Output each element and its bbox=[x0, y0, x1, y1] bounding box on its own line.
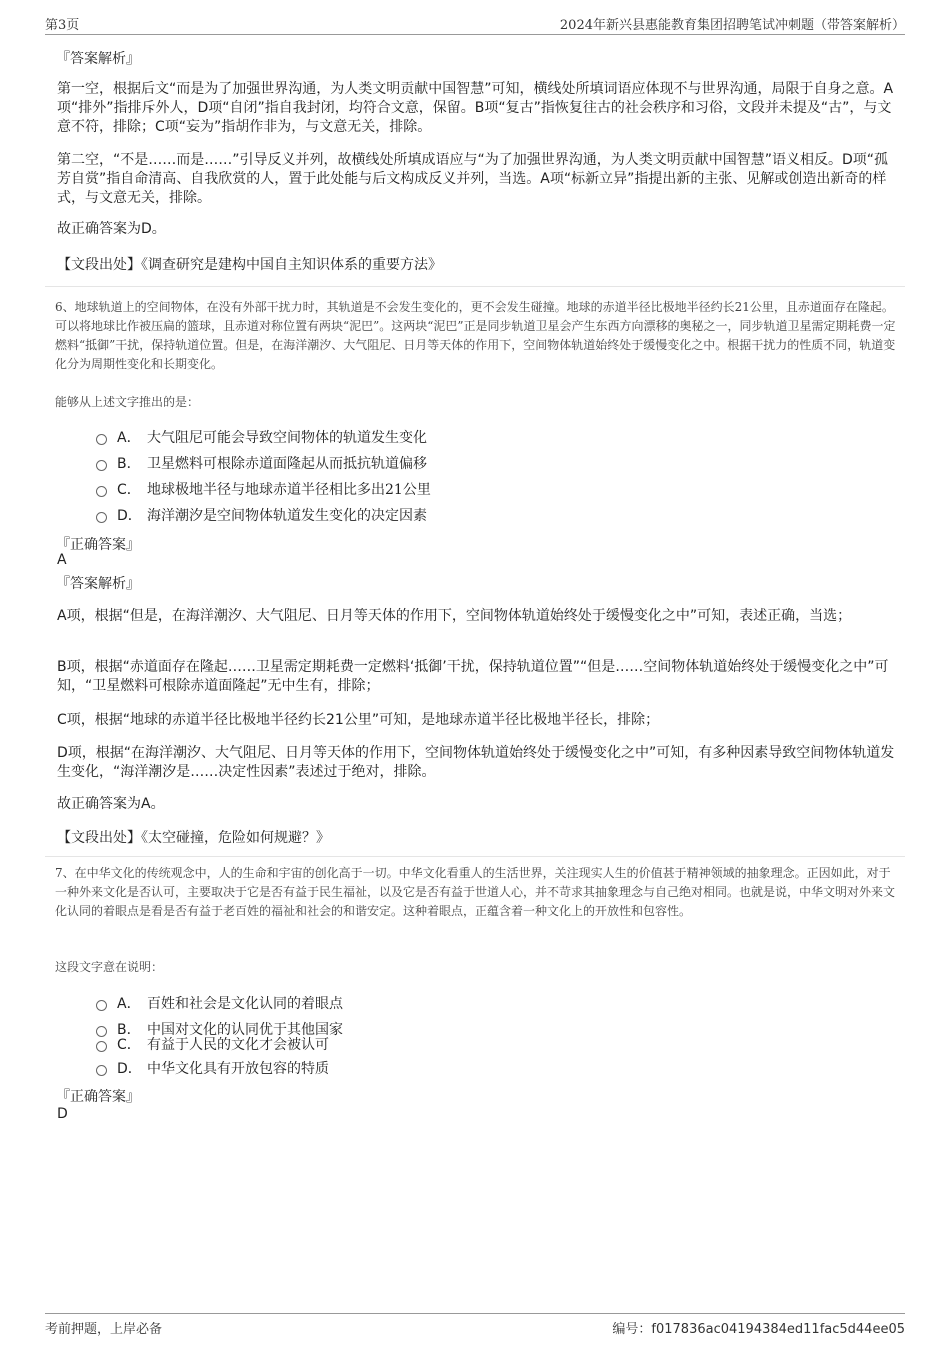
q5-analysis-title: 『答案解析』 bbox=[56, 51, 140, 67]
radio-icon[interactable] bbox=[96, 434, 107, 445]
q7-answer: D bbox=[57, 1106, 68, 1122]
radio-icon[interactable] bbox=[96, 1000, 107, 1011]
q6-stem: 6、地球轨道上的空间物体，在没有外部干扰力时，其轨道是不会发生变化的，更不会发生碰撞。地球的赤道半径比极地半径约长21公里，且赤道面存在隆起。可以将地球比作被压扁的篮球，且赤道对称位置有两块“泥巴”。这两块“泥巴”正是同步轨道卫星会产生东西方向漂移的奥秘之一，同步轨道卫星需定期耗费一定燃料“抵御”干扰，保持轨道位置。但是，在海洋潮汐、大气阻尼、日月等天体的作用下，空间物体轨道始终处于缓慢变化之中。根据干扰力的性质不同，轨道变化分为周期性变化和长期变化。 bbox=[55, 300, 896, 371]
option-text: 地球极地半径与地球赤道半径相比多出21公里 bbox=[147, 482, 431, 498]
q5-analysis-p1: 第一空，根据后文“而是为了加强世界沟通，为人类文明贡献中国智慧”可知，横线处所填词语应体现不与世界沟通，局限于自身之意。A项“排外”指排斥外人，D项“自闭”指自我封闭，均符合文意，保留。B项“复古”指恢复往古的社会秩序和习俗，文段并未提及“古”，与文意不符，排除；C项“妄为”指胡作非为，与文意无关，排除。 bbox=[57, 81, 894, 135]
option-text: 卫星燃料可根除赤道面隆起从而抵抗轨道偏移 bbox=[147, 456, 427, 472]
radio-icon[interactable] bbox=[96, 1065, 107, 1076]
document-title: 2024年新兴县惠能教育集团招聘笔试冲刺题（带答案解析） bbox=[559, 18, 905, 33]
q6-source: 【文段出处】《太空碰撞，危险如何规避？》 bbox=[57, 830, 330, 846]
q7-option-a[interactable] bbox=[96, 993, 343, 1013]
q7-answer-title: 『正确答案』 bbox=[56, 1089, 140, 1105]
q6-option-c[interactable] bbox=[96, 479, 431, 499]
option-text: 中华文化具有开放包容的特质 bbox=[147, 1061, 329, 1077]
option-text: 海洋潮汐是空间物体轨道发生变化的决定因素 bbox=[147, 508, 427, 524]
page-footer bbox=[45, 1313, 905, 1338]
q7-option-c[interactable] bbox=[96, 1034, 329, 1054]
q6-analysis-c: C项，根据“地球的赤道半径比极地半径约长21公里”可知，是地球赤道半径比极地半径长，排除； bbox=[57, 712, 660, 728]
q5-analysis-p2: 第二空，“不是……而是……”引导反义并列，故横线处所填成语应与“为了加强世界沟通，为人类文明贡献中国智慧”语义相反。D项“孤芳自赏”指自命清高、自我欣赏的人，置于此处能与后文构成反义并列，当选。A项“标新立异”指提出新的主张、见解或创造出新奇的样式，与文意无关，排除。 bbox=[57, 152, 889, 206]
option-letter: A． bbox=[117, 996, 141, 1012]
footer-code: 编号：f017836ac04194384ed11fac5d44ee05 bbox=[612, 1322, 905, 1337]
option-letter: D． bbox=[117, 1061, 142, 1077]
q6-analysis-title: 『答案解析』 bbox=[56, 576, 140, 592]
q6-question: 能够从上述文字推出的是： bbox=[55, 395, 200, 409]
q7-option-d[interactable] bbox=[96, 1058, 329, 1078]
radio-icon[interactable] bbox=[96, 486, 107, 497]
q6-option-a[interactable] bbox=[96, 427, 427, 447]
radio-icon[interactable] bbox=[96, 460, 107, 471]
option-text: 中国对文化的认同优于其他国家 bbox=[147, 1022, 343, 1038]
page-number: 第3页 bbox=[45, 18, 80, 33]
option-letter: B． bbox=[117, 1022, 141, 1038]
option-letter: B． bbox=[117, 456, 141, 472]
option-text: 大气阻尼可能会导致空间物体的轨道发生变化 bbox=[147, 430, 427, 446]
footer-slogan: 考前押题，上岸必备 bbox=[45, 1322, 163, 1337]
option-text: 百姓和社会是文化认同的着眼点 bbox=[147, 996, 343, 1012]
option-letter: A． bbox=[117, 430, 141, 446]
q5-conclusion: 故正确答案为D。 bbox=[57, 221, 166, 237]
q6-answer: A bbox=[57, 552, 67, 568]
radio-icon[interactable] bbox=[96, 1041, 107, 1052]
q7-question: 这段文字意在说明： bbox=[55, 960, 164, 974]
divider bbox=[45, 286, 905, 287]
q5-source: 【文段出处】《调查研究是建构中国自主知识体系的重要方法》 bbox=[57, 257, 442, 273]
q6-answer-title: 『正确答案』 bbox=[56, 537, 140, 553]
q6-analysis-a: A项，根据“但是，在海洋潮汐、大气阻尼、日月等天体的作用下，空间物体轨道始终处于缓慢变化之中”可知，表述正确，当选； bbox=[57, 608, 852, 624]
option-letter: C． bbox=[117, 482, 141, 498]
radio-icon[interactable] bbox=[96, 512, 107, 523]
q6-analysis-b: B项，根据“赤道面存在隆起……卫星需定期耗费一定燃料‘抵御’干扰，保持轨道位置”“但是……空间物体轨道始终处于缓慢变化之中”可知，“卫星燃料可根除赤道面隆起”无中生有，排除； bbox=[57, 659, 889, 694]
q7-stem: 7、在中华文化的传统观念中，人的生命和宇宙的创化高于一切。中华文化看重人的生活世界，关注现实人生的价值甚于精神领域的抽象理念。正因如此，对于一种外来文化是否认可，主要取决于它是否有益于民生福祉，以及它是否有益于世道人心，并不苛求其抽象理念与自己绝对相同。也就是说，中华文明对外来文化认同的着眼点是看是否有益于老百姓的福祉和社会的和谐安定。这种着眼点，正蕴含着一种文化上的开放性和包容性。 bbox=[55, 866, 896, 918]
option-letter: C． bbox=[117, 1037, 141, 1053]
option-letter: D． bbox=[117, 508, 142, 524]
q6-option-b[interactable] bbox=[96, 453, 427, 473]
q6-option-d[interactable] bbox=[96, 505, 427, 525]
option-text: 有益于人民的文化才会被认可 bbox=[147, 1037, 329, 1053]
divider bbox=[45, 856, 905, 857]
q6-analysis-d: D项，根据“在海洋潮汐、大气阻尼、日月等天体的作用下，空间物体轨道始终处于缓慢变化之中”可知，有多种因素导致空间物体轨道发生变化，“海洋潮汐是……决定性因素”表述过于绝对，排除。 bbox=[57, 745, 895, 780]
q6-conclusion: 故正确答案为A。 bbox=[57, 796, 165, 812]
